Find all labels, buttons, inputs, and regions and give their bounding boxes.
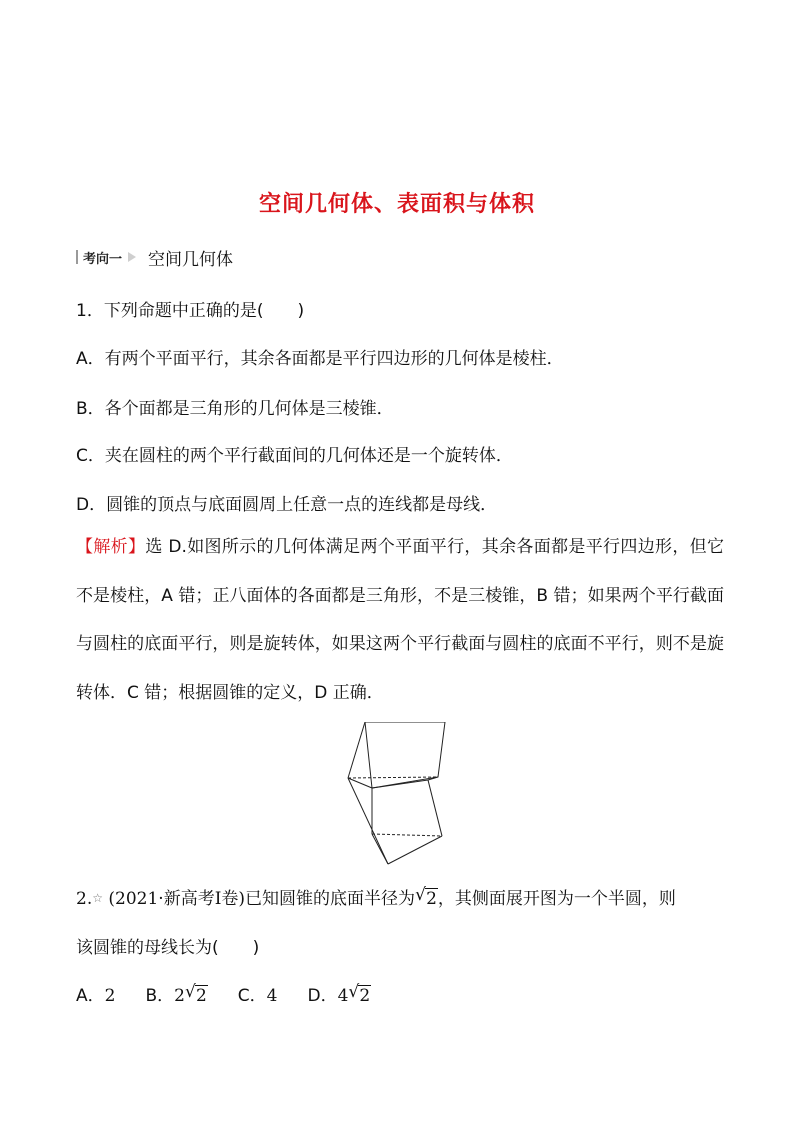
figure-hidden-edge — [372, 834, 442, 836]
radical-sign: √ — [184, 982, 196, 1002]
sqrt-expression — [348, 982, 371, 1006]
figure-edge — [348, 778, 388, 864]
section-header — [76, 245, 233, 269]
q1-option-b: B．各个面都是三角形的几何体是三棱锥． — [76, 399, 394, 419]
option-value: 2 — [174, 986, 185, 1006]
q1-stem: 1．下列命题中正确的是( ) — [76, 301, 305, 321]
option-label: C． — [237, 986, 267, 1006]
q2-options — [76, 981, 401, 1006]
sqrt-expression — [415, 885, 438, 909]
figure-edge — [388, 836, 442, 864]
figure-hidden-edge — [348, 777, 438, 778]
option-label: B． — [145, 986, 175, 1006]
section-title: 空间几何体 — [148, 249, 234, 270]
option-value: 4 — [337, 986, 349, 1006]
prism-figure — [340, 722, 452, 866]
q1-option-c: C．夹在圆柱的两个平行截面间的几何体还是一个旋转体． — [76, 446, 513, 466]
q2-option-b — [145, 981, 207, 1006]
option-label: A． — [76, 986, 105, 1006]
analysis-tag: 【解析】 — [76, 537, 146, 557]
analysis-text: 选 D.如图所示的几何体满足两个平面平行，其余各面都是平行四边形，但它不是棱柱，A 错；正八面体的各面都是三角形，不是三棱锥，B 错；如果两个平行截面与圆柱的底面平行，则是旋转体，如果这两个平行截面与圆柱的底面不平行，则不是旋转体．C 错；根据圆锥的定义，D 正确． — [76, 537, 724, 703]
q2-option-d — [308, 981, 372, 1006]
radicand: 2 — [426, 889, 437, 909]
q1-option-d: D．圆锥的顶点与底面圆周上任意一点的连线都是母线． — [76, 495, 498, 515]
q2-number: 2. — [76, 889, 93, 909]
option-label: D． — [307, 986, 338, 1006]
radicand: 2 — [359, 986, 371, 1006]
option-value: 2 — [104, 986, 116, 1006]
q2-option-c — [238, 981, 278, 1006]
q1-option-a: A．有两个平面平行，其余各面都是平行四边形的几何体是棱柱． — [76, 349, 564, 369]
page-title: 空间几何体、表面积与体积 — [258, 192, 535, 217]
radicand: 2 — [195, 986, 207, 1006]
q2-stem-c: 该圆锥的母线长为( ) — [76, 938, 260, 958]
figure-edge — [372, 780, 428, 788]
triangle-icon — [128, 252, 136, 262]
q2-stem-a: 已知圆锥的底面半径为 — [245, 889, 416, 909]
q1-analysis — [76, 523, 724, 717]
figure-edge — [372, 834, 388, 864]
figure-edge — [428, 780, 442, 836]
q2-stem-b: ，其侧面展开图为一个半圆，则 — [437, 889, 676, 909]
q2-option-a — [76, 981, 115, 1006]
sqrt-expression — [184, 982, 208, 1006]
q2-source: (2021·新高考Ⅰ卷) — [108, 889, 246, 909]
q2-line-1 — [76, 884, 676, 909]
option-value: 4 — [266, 986, 278, 1006]
figure-edge — [348, 722, 365, 778]
section-bar — [76, 250, 78, 264]
radical-sign: √ — [415, 885, 426, 905]
section-label: 考向一 — [83, 251, 123, 267]
star-icon: ☆ — [92, 891, 103, 905]
radical-sign: √ — [348, 982, 360, 1002]
